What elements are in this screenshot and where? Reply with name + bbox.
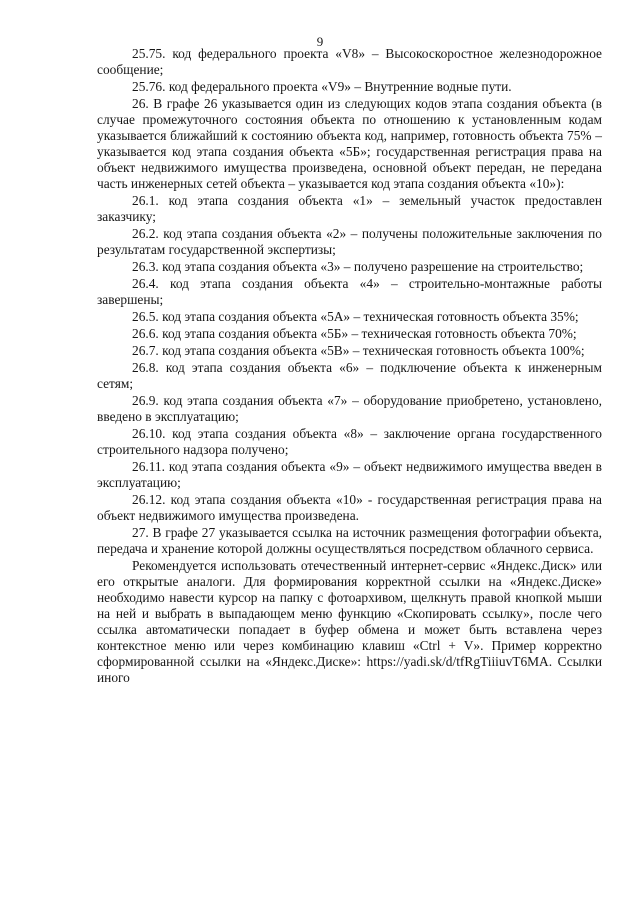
- paragraph-26-7: 26.7. код этапа создания объекта «5В» – техническая готовность объекта 100%;: [132, 342, 585, 358]
- paragraph-recommendation: Рекомендуется использовать отечественный интернет-сервис «Яндекс.Диск» или его открытые аналоги. Для формирования корректной ссылки на «Яндекс.Диске» необходимо навести курсор на папку с фотоархивом, щелкнуть правой кнопкой мыши на ней и выбрать в выпадающем меню функцию «Скопировать ссылку», после чего ссылка автоматически попадает в буфер обмена и может быть вставлена через контекстное меню или через комбинацию клавиш «Ctrl + V». Пример корректно сформированной ссылки на «Яндекс.Диске»: https://yadi.sk/d/tfRgTiiiuvT6MA. Ссылки иного: [97, 557, 602, 686]
- paragraph-26-12: 26.12. код этапа создания объекта «10» - государственная регистрация права на объект недвижимого имущества произведена.: [97, 491, 602, 523]
- paragraph-26-5: 26.5. код этапа создания объекта «5А» – техническая готовность объекта 35%;: [132, 309, 579, 325]
- paragraph-26-8: 26.8. код этапа создания объекта «6» – подключение объекта к инженерным сетям;: [97, 359, 602, 391]
- paragraph-26-4: 26.4. код этапа создания объекта «4» – строительно-монтажные работы завершены;: [97, 276, 602, 308]
- page-number: 9: [316, 34, 324, 49]
- paragraph-26-2: 26.2. код этапа создания объекта «2» – получены положительные заключения по результатам государственной экспертизы;: [97, 226, 602, 258]
- paragraph-25-75: 25.75. код федерального проекта «V8» – Высокоскоростное железнодорожное сообщение;: [97, 46, 602, 78]
- paragraph-27: 27. В графе 27 указывается ссылка на источник размещения фотографии объекта, передача и хранение которой должны осуществляться посредством облачного сервиса.: [97, 524, 602, 556]
- paragraph-26-6: 26.6. код этапа создания объекта «5Б» – техническая готовность объекта 70%;: [132, 325, 577, 341]
- paragraph-26-10: 26.10. код этапа создания объекта «8» – заключение органа государственного строительного надзора получено;: [97, 425, 602, 457]
- paragraph-26-9: 26.9. код этапа создания объекта «7» – оборудование приобретено, установлено, введено в эксплуатацию;: [97, 392, 602, 424]
- paragraph-26-11: 26.11. код этапа создания объекта «9» – объект недвижимого имущества введен в эксплуатацию;: [97, 458, 602, 490]
- paragraph-25-76: 25.76. код федерального проекта «V9» – Внутренние водные пути.: [132, 78, 512, 94]
- paragraph-26: 26. В графе 26 указывается один из следующих кодов этапа создания объекта (в случае промежуточного состояния объекта по отношению к установленным кодам указывается ближайший к состоянию объекта код, например, готовность объекта 75% – указывается код этапа создания объекта «5Б»; государственная регистрация права на объект недвижимого имущества произведена, основной объект передан, не передана часть инженерных сетей объекта – указывается код этапа создания объекта «10»):: [97, 95, 602, 192]
- document-body: [97, 46, 602, 687]
- paragraph-26-1: 26.1. код этапа создания объекта «1» – земельный участок предоставлен заказчику;: [97, 193, 602, 225]
- paragraph-26-3: 26.3. код этапа создания объекта «3» – получено разрешение на строительство;: [132, 259, 584, 275]
